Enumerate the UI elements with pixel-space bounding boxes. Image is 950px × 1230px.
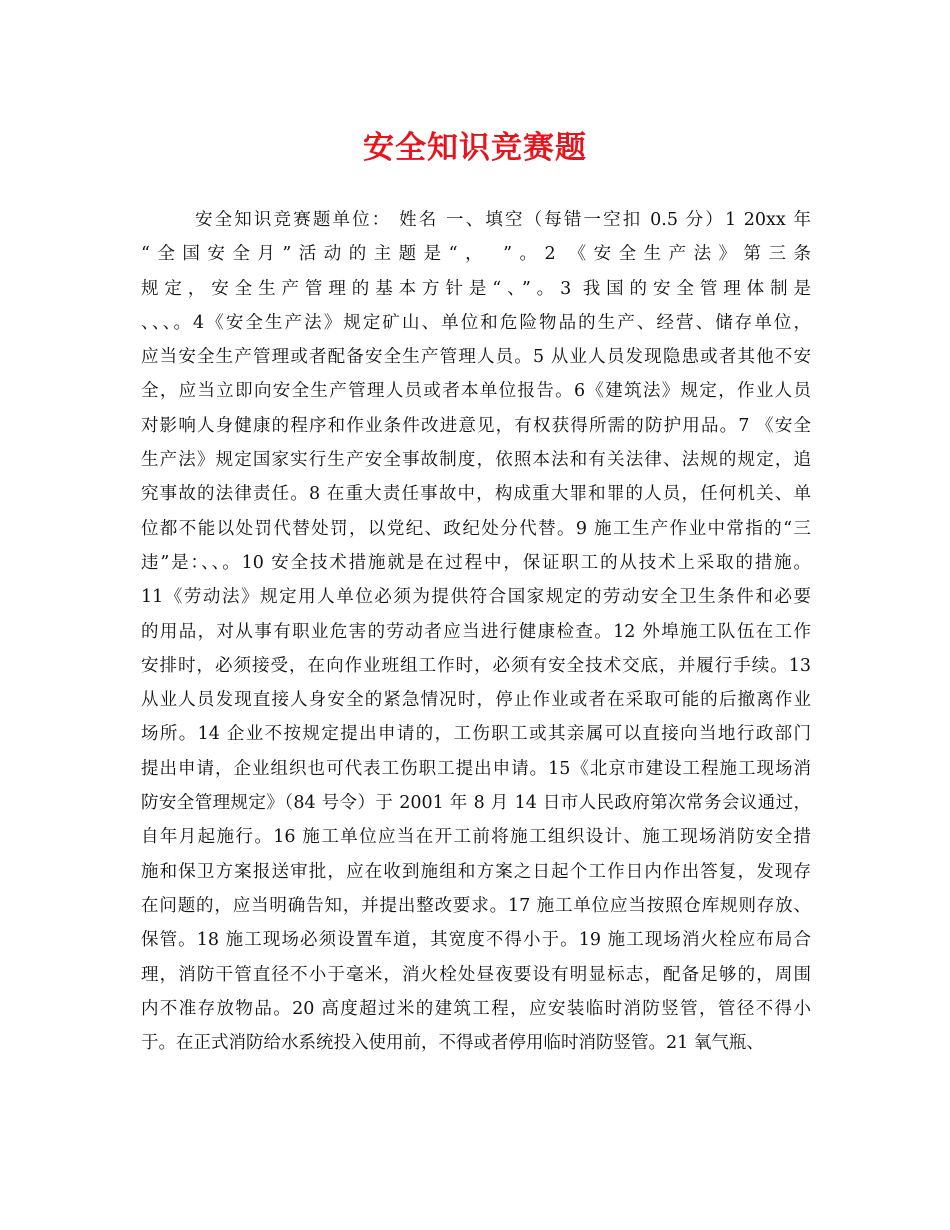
document-title: 安全知识竞赛题 xyxy=(363,130,587,166)
body-line: 违”是：、、。10 安全技术措施就是在过程中，保证职工的从技术上采取的措施。 xyxy=(141,552,811,573)
body-line: 对影响人身健康的程序和作业条件改进意见，有权获得所需的防护用品。7 《安全 xyxy=(141,415,811,436)
body-line: 施和保卫方案报送审批，应在收到施组和方案之日起个工作日内作出答复，发现存 xyxy=(141,861,811,882)
body-line: 在问题的，应当明确告知，并提出整改要求。17 施工单位应当按照仓库规则存放、 xyxy=(141,895,811,916)
body-line: 11《劳动法》规定用人单位必须为提供符合国家规定的劳动安全卫生条件和必要 xyxy=(141,587,811,608)
body-line: 场所。14 企业不按规定提出申请的，工伤职工或其亲属可以直接向当地行政部门 xyxy=(141,724,811,745)
body-line: 位都不能以处罚代替处罚，以党纪、政纪处分代替。9 施工生产作业中常指的“三 xyxy=(141,518,811,539)
body-line: 自年月起施行。16 施工单位应当在开工前将施工组织设计、施工现场消防安全措 xyxy=(141,827,811,848)
body-line: 保管。18 施工现场必须设置车道，其宽度不得小于。19 施工现场消火栓应布局合 xyxy=(141,930,811,951)
body-line: 全，应当立即向安全生产管理人员或者本单位报告。6《建筑法》规定，作业人员 xyxy=(141,381,811,402)
body-line: 规定，安全生产管理的基本方针是“、”。3 我国的安全管理体制是 xyxy=(141,278,811,299)
body-line: 究事故的法律责任。8 在重大责任事故中，构成重大罪和罪的人员，任何机关、单 xyxy=(141,484,811,505)
document-body xyxy=(141,203,811,1060)
body-line: 生产法》规定国家实行生产安全事故制度，依照本法和有关法律、法规的规定，追 xyxy=(141,450,811,471)
body-line: “全国安全月”活动的主题是“， ”。2 《安全生产法》第三条 xyxy=(141,244,811,265)
body-line: 从业人员发现直接人身安全的紧急情况时，停止作业或者在采取可能的后撤离作业 xyxy=(141,690,811,711)
body-line: 提出申请，企业组织也可代表工伤职工提出申请。15《北京市建设工程施工现场消 xyxy=(141,758,811,779)
body-line: 理，消防干管直径不小于毫米，消火栓处昼夜要设有明显标志，配备足够的，周围 xyxy=(141,964,811,985)
body-line: 的用品，对从事有职业危害的劳动者应当进行健康检查。12 外埠施工队伍在工作 xyxy=(141,621,811,642)
body-line: 安全知识竞赛题单位： 姓名 一、填空（每错一空扣 0.5 分）1 20xx 年 xyxy=(195,210,811,230)
body-line: 应当安全生产管理或者配备安全生产管理人员。5 从业人员发现隐患或者其他不安 xyxy=(141,347,811,368)
body-line: 内不准存放物品。20 高度超过米的建筑工程，应安装临时消防竖管，管径不得小 xyxy=(141,998,811,1019)
body-line: 安排时，必须接受，在向作业班组工作时，必须有安全技术交底，并履行手续。13 xyxy=(141,655,811,676)
body-line: 于。在正式消防给水系统投入使用前，不得或者停用临时消防竖管。21 氧气瓶、 xyxy=(141,1033,764,1054)
body-line: 防安全管理规定》（84 号令）于 2001 年 8 月 14 日市人民政府第次常务会议通过， xyxy=(141,793,811,814)
body-line: 、、、。4《安全生产法》规定矿山、单位和危险物品的生产、经营、储存单位， xyxy=(141,312,811,333)
